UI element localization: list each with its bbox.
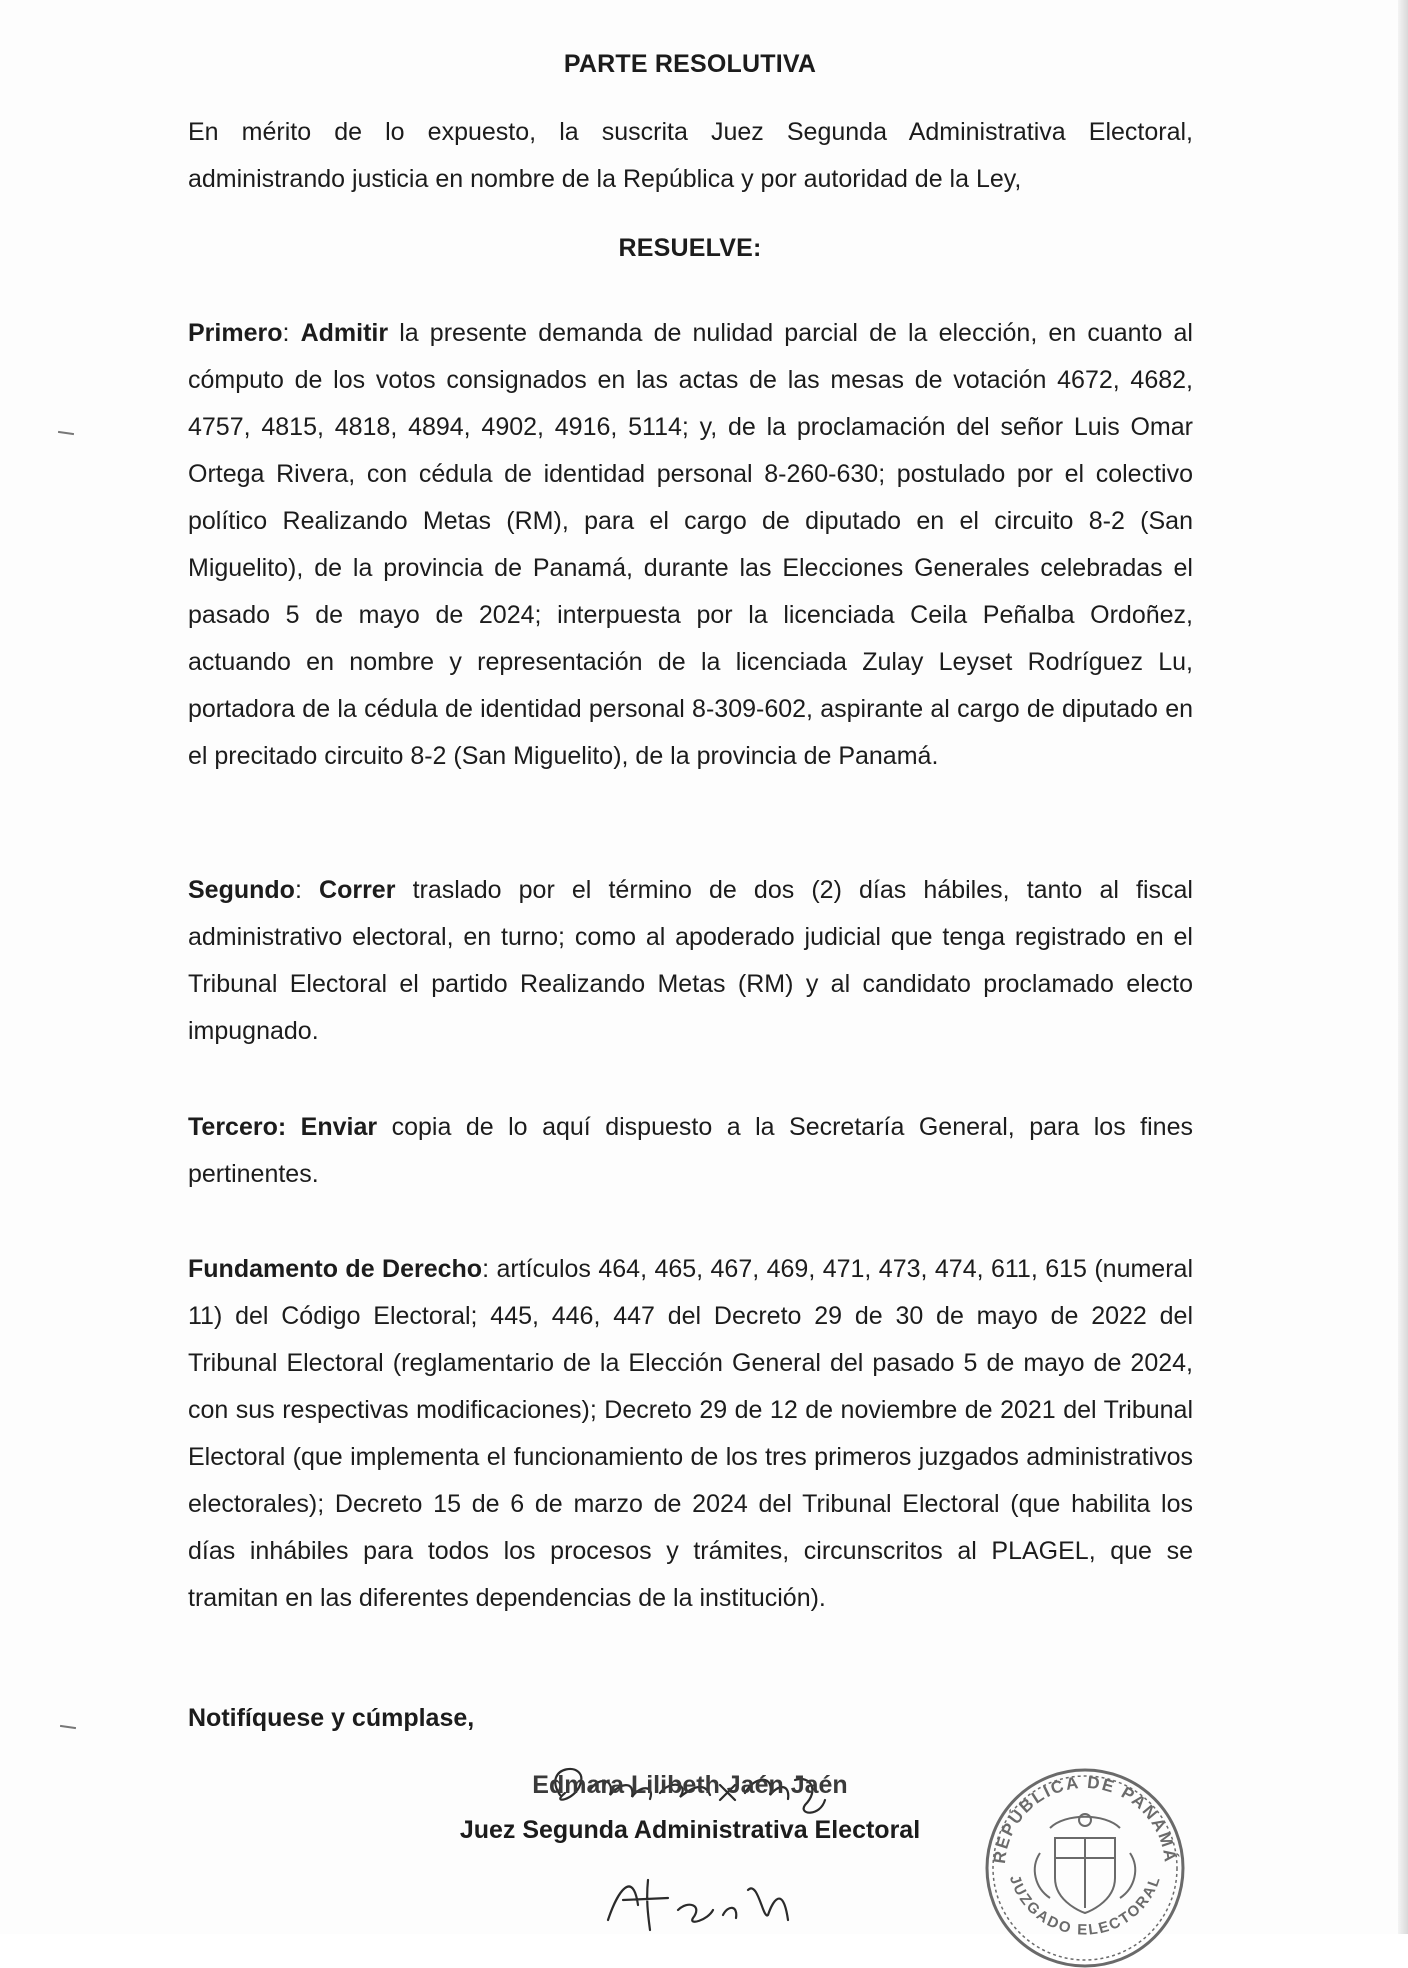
initials-scribble [588, 1860, 828, 1934]
signer-name: Edmara Lilibeth Jaén Jaén [532, 1771, 848, 1799]
segundo-verb: Correr [319, 876, 396, 904]
intro-paragraph: En mérito de lo expuesto, la suscrita Juez Segunda Administrativa Electoral, administrando justicia en nombre de la República y por autoridad de la Ley, [188, 118, 1193, 193]
section-heading: PARTE RESOLUTIVA [563, 50, 817, 78]
scan-mark [58, 431, 74, 435]
primero-text: la presente demanda de nulidad parcial de la elección, en cuanto al cómputo de los votos consignados en las actas de las mesas de votación 4672, 4682, 4757, 4815, 4818, 4894, 4902, 4916, 5114; y, de la proclamación del señor Luis Omar Ortega Rivera, con cédula de identidad personal 8-260-630; postulado por el colectivo político Realizando Metas (RM), para el cargo de diputado en el circuito 8-2 (San Miguelito), de la provincia de Panamá, durante las Elecciones Generales celebradas el pasado 5 de mayo de 2024; interpuesta por la licenciada Ceila Peñalba Ordoñez, actuando en nombre y representación de la licenciada Zulay Leyset Rodríguez Lu, portadora de la cédula de identidad personal 8-309-602, aspirante al cargo de diputado en el precitado circuito 8-2 (San Miguelito), de la provincia de Panamá. [188, 319, 1193, 770]
primero-colon: : [282, 319, 301, 347]
scan-mark [60, 1725, 76, 1729]
seal-top-text: REPÚBLICA DE PANAMÁ [989, 1772, 1181, 1865]
scan-edge [1398, 0, 1408, 1934]
tercero-paragraph [188, 1104, 1193, 1198]
tercero-text: copia de lo aquí dispuesto a la Secretaría General, para los fines pertinentes. [188, 1113, 1193, 1188]
primero-label: Primero [188, 319, 283, 347]
fundamento-text: : artículos 464, 465, 467, 469, 471, 473, 474, 611, 615 (numeral 11) del Código Electoral; 445, 446, 447 del Decreto 29 de 30 de mayo de 2022 del Tribunal Electoral (reglamentario de la Elección General del pasado 5 de mayo de 2024, con sus respectivas modificaciones); Decreto 29 de 12 de noviembre de 2021 del Tribunal Electoral (que implementa el funcionamiento de los tres primeros juzgados administrativos electorales); Decreto 15 de 6 de marzo de 2024 del Tribunal Electoral (que habilita los días inhábiles para todos los procesos y trámites, circunscritos al PLAGEL, que se tramitan en las diferentes dependencias de la institución). [188, 1255, 1193, 1612]
coat-of-arms-icon [1035, 1814, 1135, 1913]
official-seal [980, 1758, 1190, 1968]
signer-title: Juez Segunda Administrativa Electoral [459, 1816, 921, 1844]
tercero-verb: Enviar [300, 1113, 378, 1141]
closing-line [188, 1695, 1193, 1742]
closing-text: Notifíquese y cúmplase, [188, 1704, 475, 1732]
segundo-text: traslado por el término de dos (2) días hábiles, tanto al fiscal administrativo electoral, en turno; como al apoderado judicial que tenga registrado en el Tribunal Electoral el partido Realizando Metas (RM) y al candidato proclamado electo impugnado. [188, 876, 1193, 1045]
segundo-label: Segundo [188, 876, 295, 904]
seal-bottom-text: JUZGADO ELECTORAL [1005, 1872, 1165, 1939]
segundo-colon: : [294, 876, 320, 904]
resuelve-heading: RESUELVE: [618, 234, 762, 262]
primero-verb: Admitir [300, 319, 389, 347]
fundamento-label: Fundamento de Derecho [188, 1255, 483, 1283]
primero-paragraph [188, 310, 1193, 780]
segundo-paragraph [188, 867, 1193, 1055]
fundamento-paragraph [188, 1246, 1193, 1622]
tercero-label: Tercero: [188, 1113, 301, 1141]
